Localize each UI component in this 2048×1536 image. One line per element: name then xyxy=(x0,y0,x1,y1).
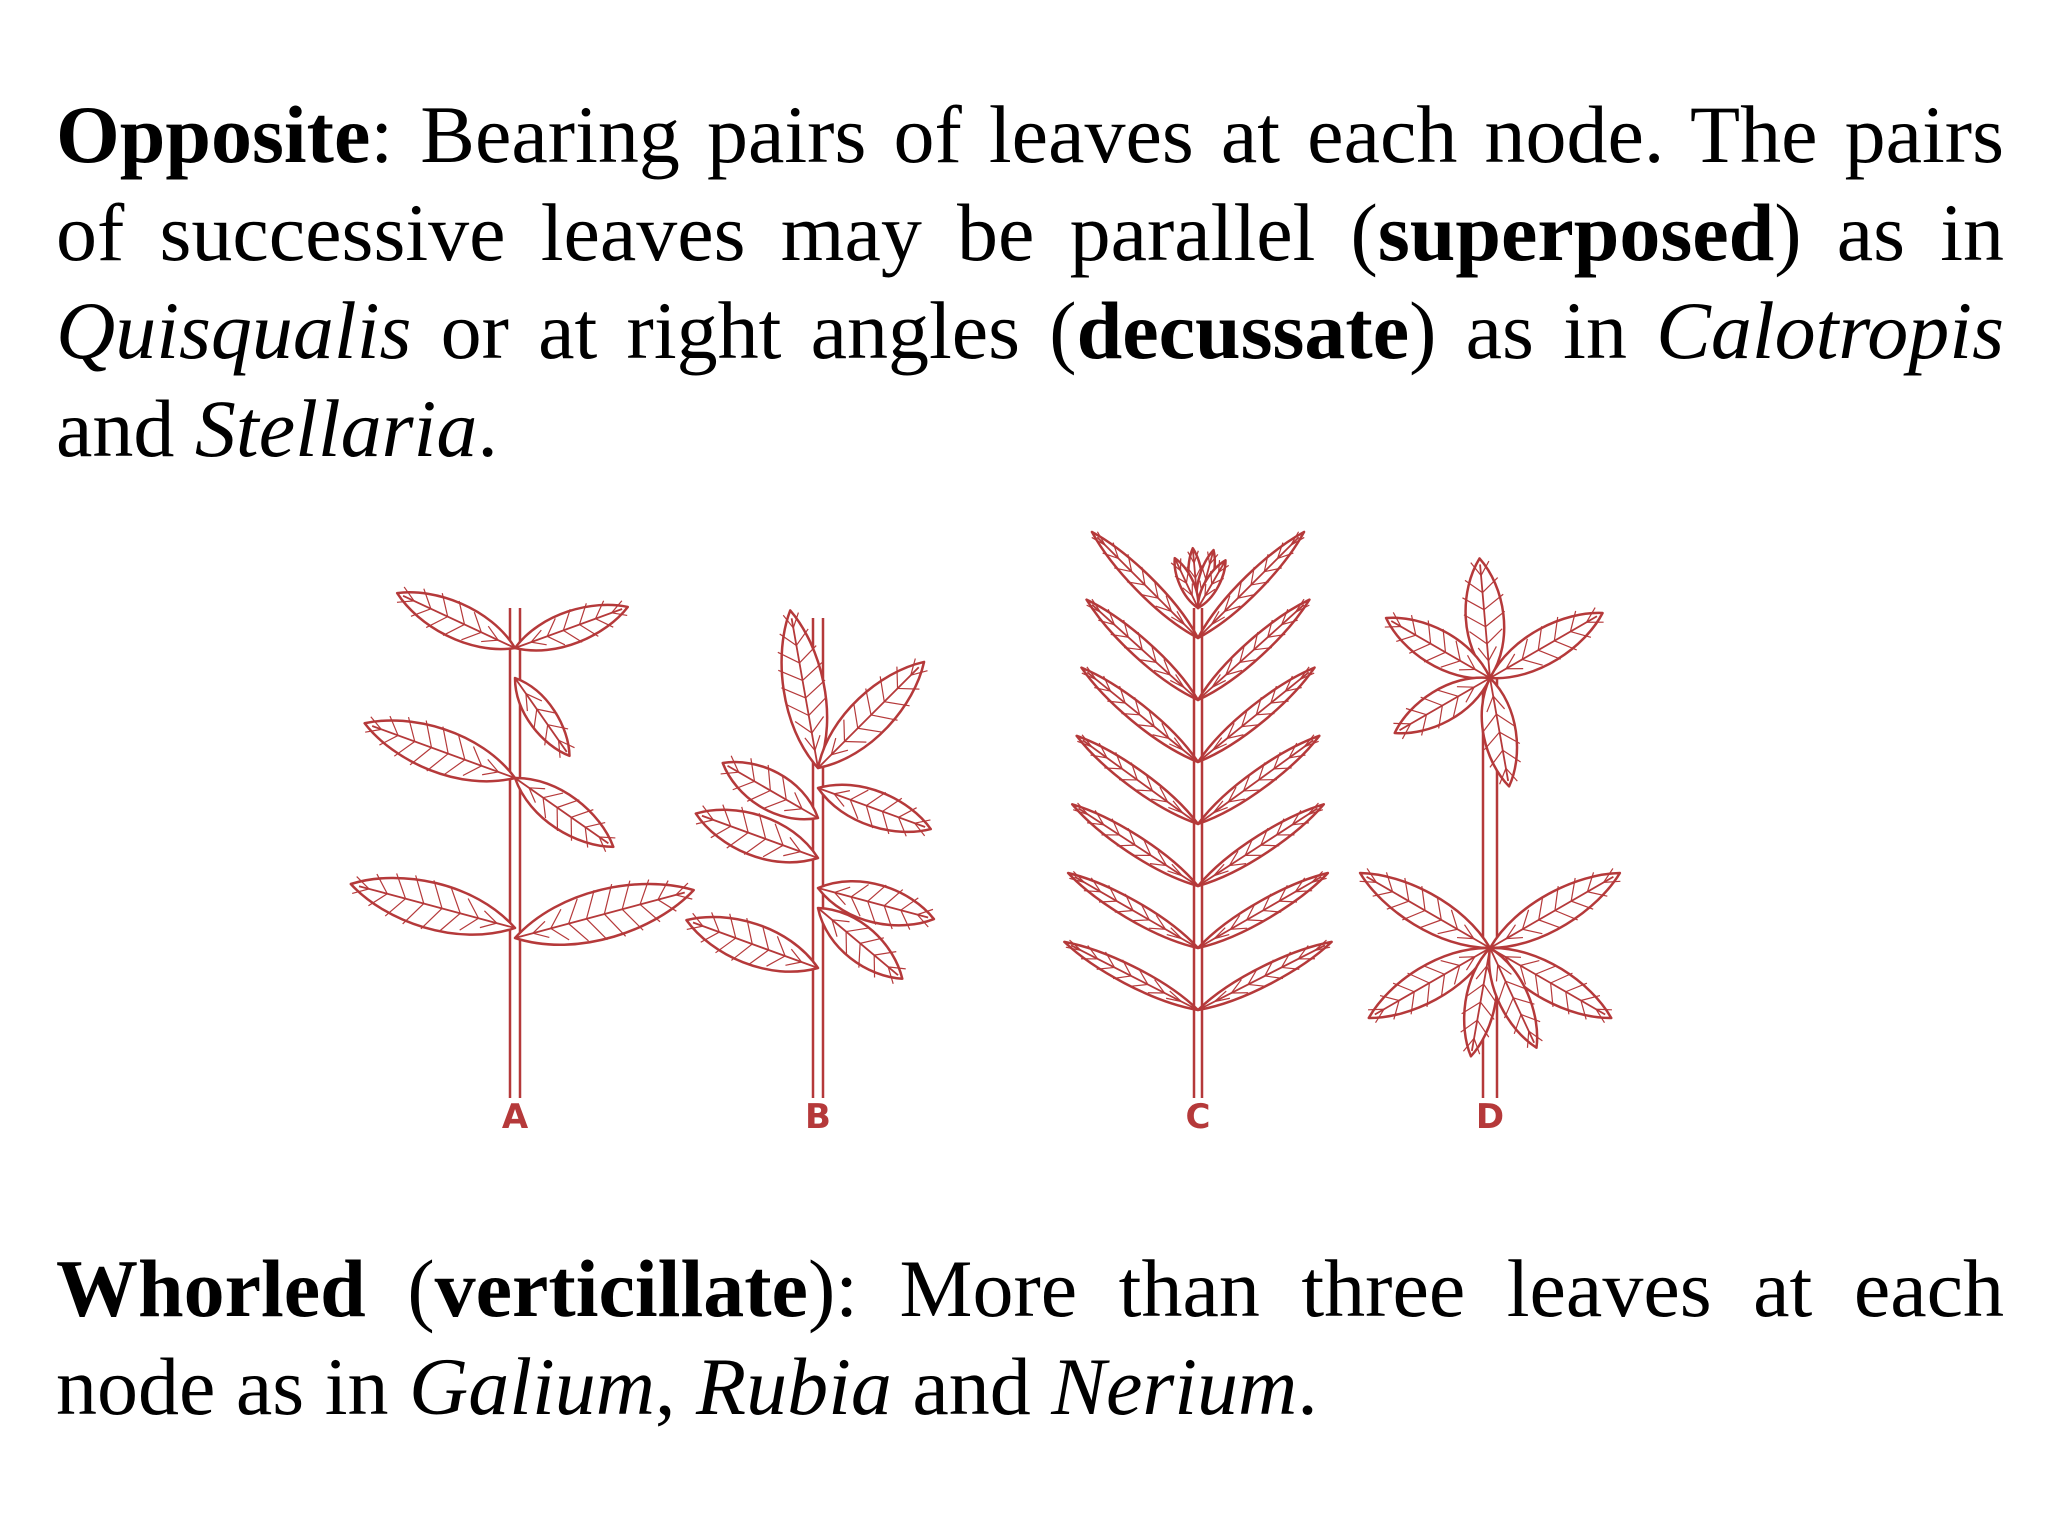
text-segment: ( xyxy=(407,1243,435,1334)
leaf xyxy=(508,864,701,964)
text-segment: , xyxy=(654,1341,696,1432)
leaf-midrib xyxy=(1367,877,1490,948)
leaf xyxy=(1193,933,1336,1020)
text-segment: ) as in xyxy=(1409,285,1657,376)
figure-label-a: A xyxy=(501,1097,529,1137)
leaf xyxy=(503,670,581,764)
text-segment: Bearing pairs of leaves at each node. The pairs of successive leaves may be parallel ( xyxy=(56,89,2004,278)
leaf-midrib xyxy=(1490,616,1597,678)
leaf xyxy=(679,899,826,989)
leaf-midrib xyxy=(1198,877,1321,948)
term-opposite: Opposite xyxy=(56,89,371,180)
genus-quisqualis: Quisqualis xyxy=(56,285,412,376)
text-segment: . xyxy=(477,383,498,474)
leaf-midrib xyxy=(818,667,919,768)
text-segment: . xyxy=(1297,1341,1318,1432)
plant-drawings xyxy=(344,528,1629,1098)
paragraph-whorled xyxy=(56,1240,2004,1436)
figure-label-d: D xyxy=(1475,1097,1505,1137)
term-superposed: superposed xyxy=(1377,187,1775,278)
term-whorled: Whorled xyxy=(56,1243,366,1334)
leaf-midrib xyxy=(1198,808,1318,886)
text-segment: : More than three leaves at each node as in xyxy=(56,1243,2005,1432)
leaf-midrib xyxy=(1075,877,1198,948)
leaf-midrib xyxy=(515,778,608,843)
genus-calotropis: Calotropis xyxy=(1656,285,2004,376)
text-segment: : xyxy=(370,89,421,180)
figure-label-c: C xyxy=(1185,1097,1211,1137)
leaf xyxy=(357,701,524,800)
term-decussate: decussate xyxy=(1076,285,1410,376)
term-verticillate: verticillate xyxy=(434,1243,808,1334)
leaf xyxy=(509,590,634,664)
text-segment: and xyxy=(891,1341,1052,1432)
genus-nerium: Nerium xyxy=(1051,1341,1298,1432)
figure-label-b: B xyxy=(805,1097,831,1137)
paragraph-opposite xyxy=(56,86,2004,478)
leaf-midrib xyxy=(1071,945,1198,1010)
genus-galium: Galium xyxy=(408,1341,655,1432)
leaf-midrib xyxy=(1078,808,1198,886)
leaf-arrangement-illustration xyxy=(330,528,1670,1158)
leaf-midrib xyxy=(1198,945,1325,1010)
text-segment: ) xyxy=(807,1243,836,1334)
leaf xyxy=(344,860,521,953)
leaf xyxy=(811,770,937,847)
leaf xyxy=(504,762,624,862)
genus-rubia: Rubia xyxy=(695,1341,892,1432)
genus-stellaria: Stellaria xyxy=(194,383,478,474)
leaf xyxy=(389,576,523,665)
text-segment: and xyxy=(56,383,195,474)
text-segment xyxy=(366,1243,408,1334)
leaf-midrib xyxy=(1490,877,1613,948)
leaf xyxy=(1060,933,1203,1020)
text-segment: ) as in xyxy=(1774,187,2004,278)
leaf-arrangement-figure xyxy=(330,528,1670,1158)
text-segment: or at right angles ( xyxy=(411,285,1077,376)
